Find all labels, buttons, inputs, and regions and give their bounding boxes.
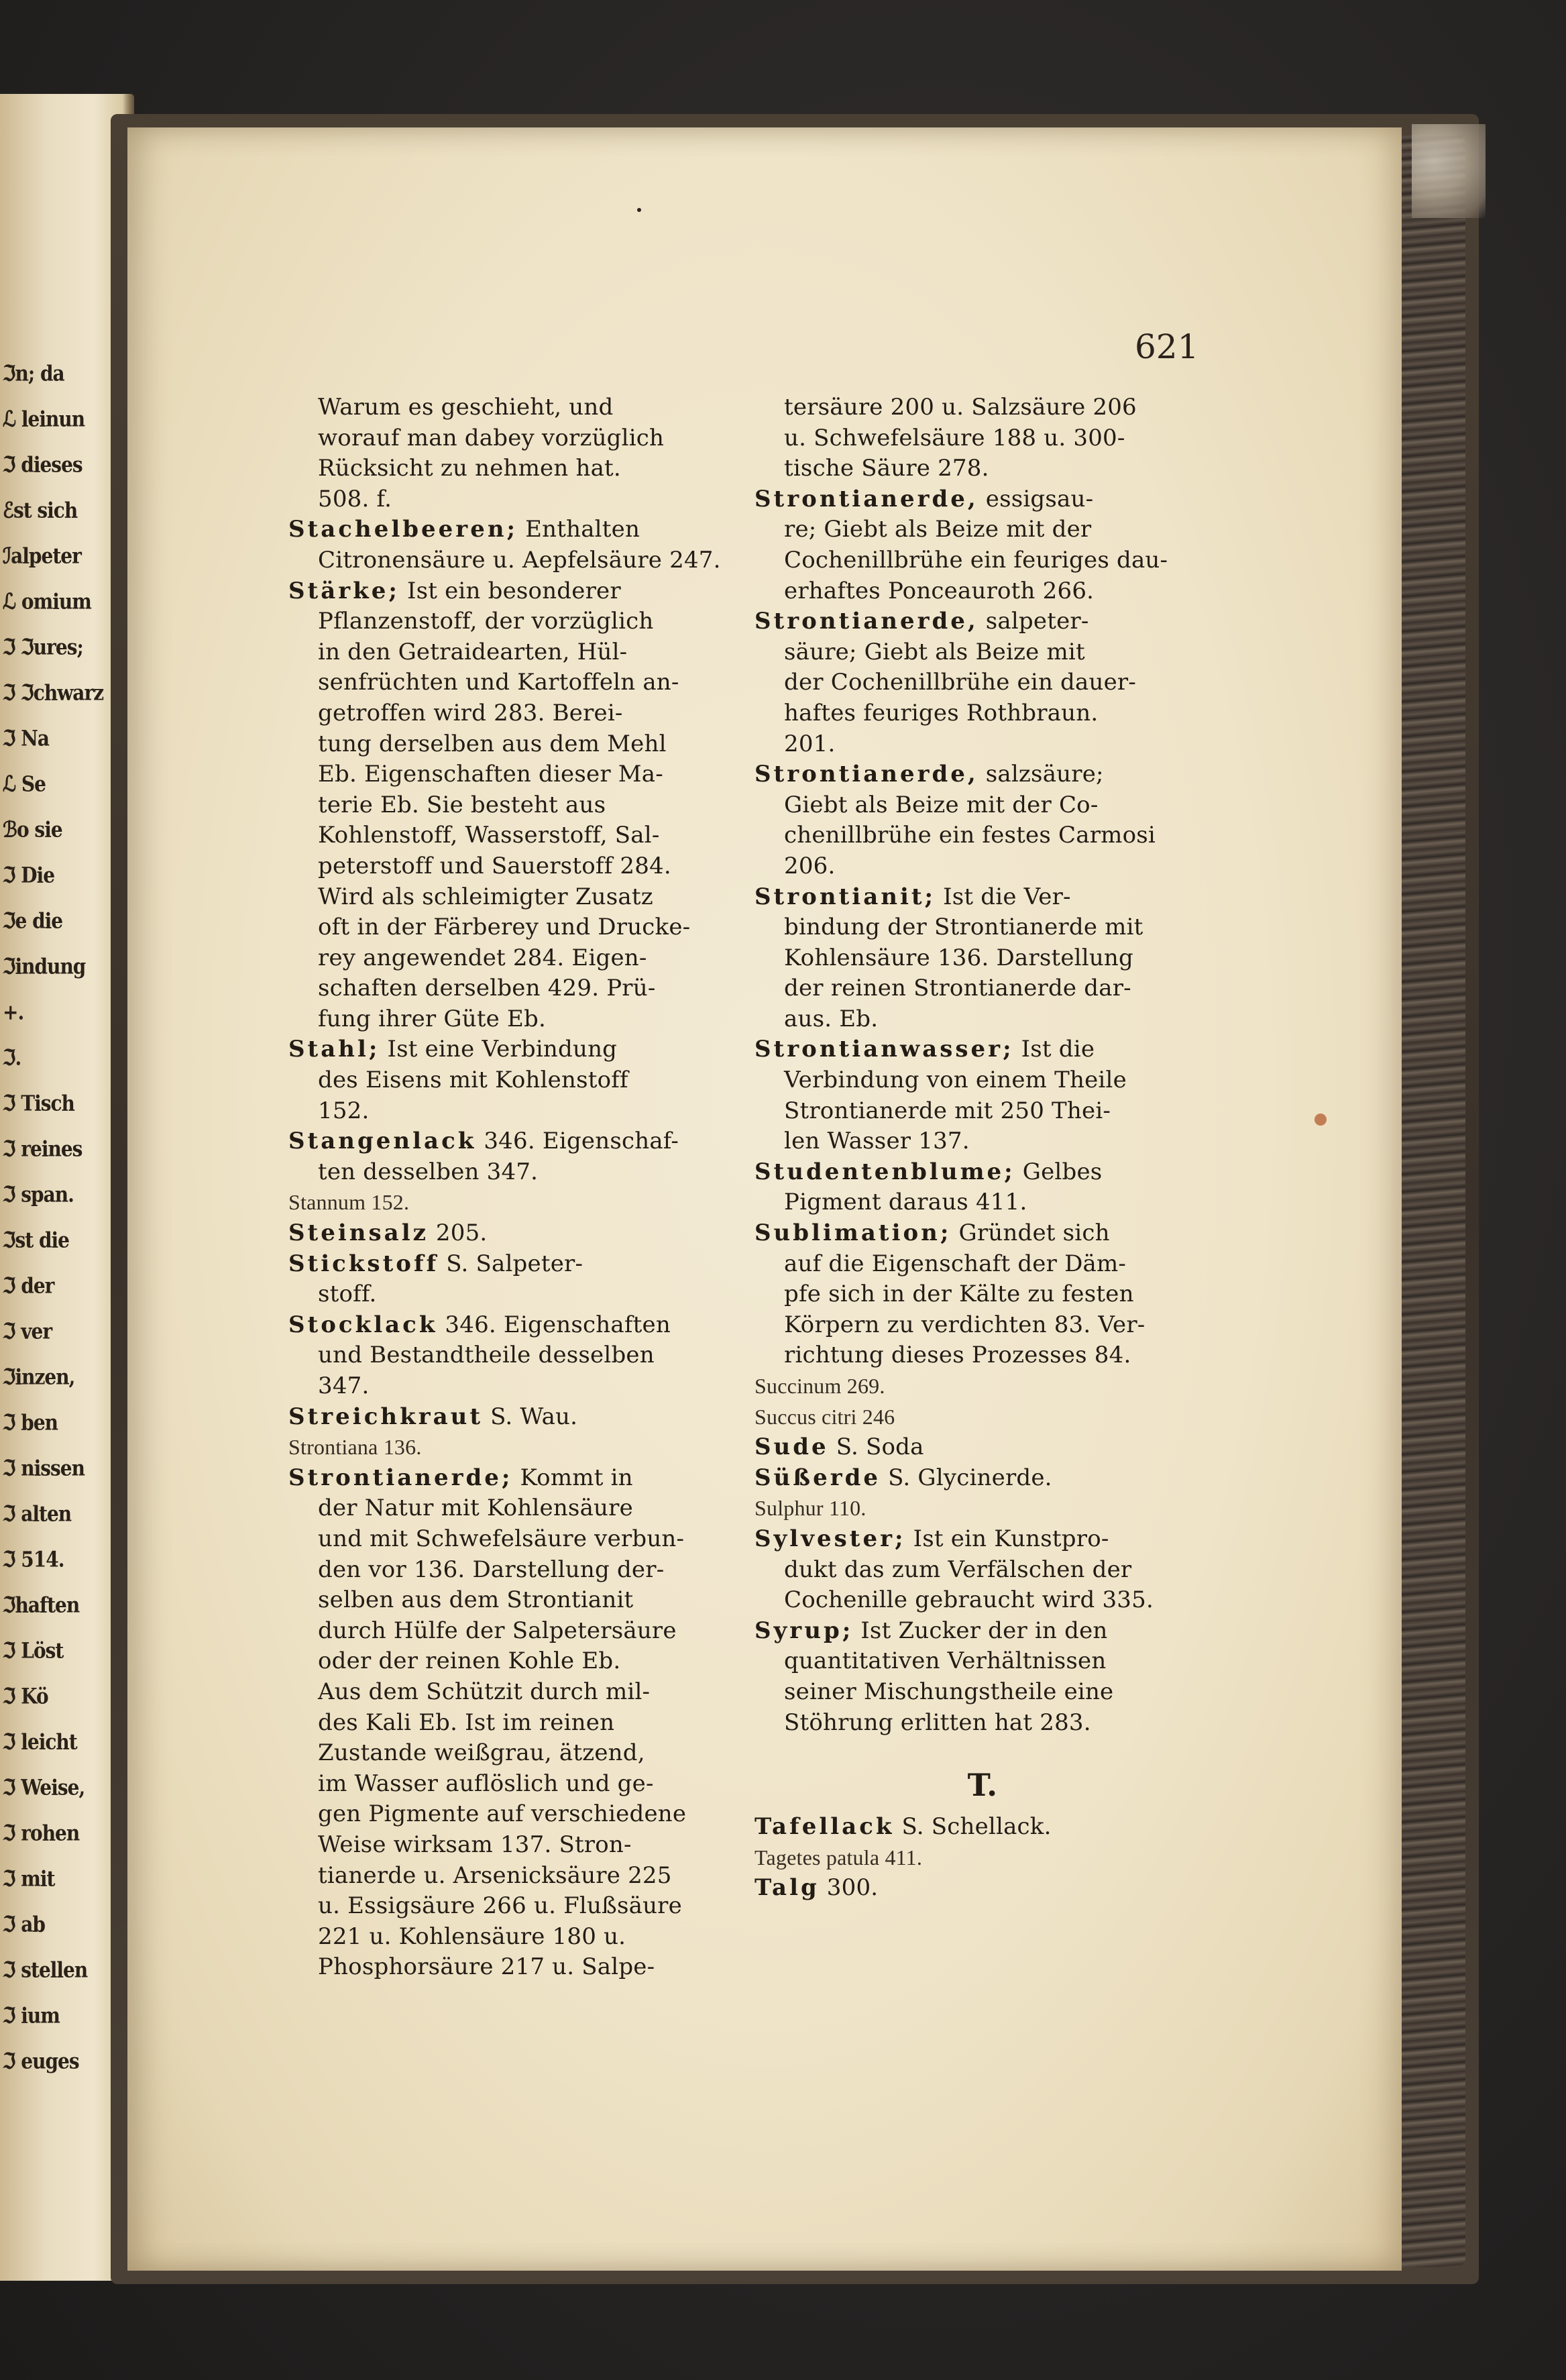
entry-continuation	[288, 1769, 718, 1800]
entry-text: tische Säure 278.	[784, 455, 989, 482]
margin-fragment: ℑ ben	[3, 1409, 58, 1436]
entry-continuation	[288, 606, 718, 637]
index-entry	[754, 759, 1211, 790]
index-entry	[288, 1463, 718, 1494]
margin-fragment: ℑ nissen	[3, 1455, 85, 1481]
entry-continuation	[288, 1585, 718, 1616]
index-entry	[754, 1616, 1211, 1647]
entry-continuation	[288, 1830, 718, 1861]
entry-headword: Strontianit;	[754, 883, 936, 910]
latin-entry	[288, 1187, 718, 1218]
entry-headword: Stangenlack	[288, 1128, 477, 1155]
entry-headword: Sylvester;	[754, 1525, 906, 1552]
entry-text: und Bestandtheile desselben	[318, 1342, 655, 1369]
entry-text: Stannum 152.	[288, 1190, 410, 1215]
entry-headword: Strontianerde,	[754, 761, 978, 788]
entry-continuation	[754, 1187, 1211, 1218]
entry-continuation	[754, 392, 1211, 423]
entry-text: Ist die Ver-	[936, 883, 1071, 910]
entry-continuation	[288, 1493, 718, 1524]
entry-text: ten desselben 347.	[318, 1158, 539, 1185]
margin-fragment: ℑ span.	[3, 1181, 74, 1207]
entry-text: Kommt in	[512, 1464, 633, 1491]
entry-text: Körpern zu verdichten 83. Ver-	[784, 1311, 1145, 1338]
entry-continuation	[288, 1738, 718, 1769]
margin-fragment: ℑ dieses	[3, 451, 82, 478]
index-entry	[288, 1402, 718, 1433]
index-entry	[288, 1034, 718, 1065]
margin-fragment: ℑ.	[3, 1044, 21, 1071]
entry-text: essigsau-	[978, 485, 1094, 512]
entry-text: Ist eine Verbindung	[380, 1036, 618, 1063]
entry-headword: Stocklack	[288, 1311, 438, 1338]
entry-text: S. Schellack.	[894, 1813, 1052, 1841]
entry-text: Zustande weißgrau, ätzend,	[318, 1739, 645, 1767]
index-entry	[754, 1034, 1211, 1065]
entry-text: haftes feuriges Rothbraun.	[784, 699, 1099, 726]
entry-continuation	[754, 1004, 1211, 1035]
entry-text: Ist ein besonderer	[399, 577, 621, 604]
entry-continuation	[754, 1065, 1211, 1096]
entry-text: aus. Eb.	[784, 1005, 879, 1032]
index-entry	[288, 1218, 718, 1249]
entry-continuation	[288, 1279, 718, 1310]
entry-text: Weise wirksam 137. Stron-	[318, 1831, 632, 1858]
entry-continuation	[288, 1371, 718, 1402]
entry-headword: Strontianwasser;	[754, 1036, 1014, 1063]
entry-headword: Tafellack	[754, 1813, 895, 1841]
entry-text: der Cochenillbrühe ein dauer-	[784, 669, 1137, 696]
entry-text: erhaftes Ponceauroth 266.	[784, 577, 1095, 604]
entry-text: Pflanzenstoff, der vorzüglich	[318, 608, 654, 635]
margin-fragment: ℑ ver	[3, 1318, 52, 1344]
index-entry	[754, 1218, 1211, 1249]
stain-spot	[1315, 1114, 1327, 1126]
entry-continuation	[288, 1524, 718, 1555]
entry-continuation	[288, 759, 718, 790]
entry-headword: Sublimation;	[754, 1220, 952, 1247]
margin-fragment: ℑ 514.	[3, 1546, 64, 1572]
index-entry	[288, 515, 718, 545]
entry-continuation	[288, 1677, 718, 1708]
entry-text: richtung dieses Prozesses 84.	[784, 1342, 1131, 1369]
left-column	[288, 392, 721, 1983]
entry-text: tersäure 200 u. Salzsäure 206	[784, 394, 1137, 421]
entry-text: Wird als schleimigter Zusatz	[318, 883, 653, 910]
entry-continuation	[288, 1004, 718, 1035]
entry-continuation	[288, 1922, 718, 1953]
entry-headword: Streichkraut	[288, 1403, 484, 1430]
entry-continuation	[754, 1310, 1211, 1341]
entry-text: Stöhrung erlitten hat 283.	[784, 1709, 1091, 1736]
entry-text: oft in der Färberey und Drucke-	[318, 914, 691, 941]
entry-continuation	[288, 1646, 718, 1677]
entry-text: getroffen wird 283. Berei-	[318, 699, 623, 726]
entry-text: Strontiana 136.	[288, 1435, 422, 1460]
entry-text: 508. f.	[318, 485, 392, 512]
entry-continuation	[288, 912, 718, 943]
margin-fragment: ℑ reines	[3, 1136, 82, 1162]
entry-text: 201.	[784, 730, 836, 757]
entry-text: 346. Eigenschaften	[437, 1311, 671, 1338]
margin-fragment: ℰst sich	[3, 497, 78, 523]
entry-text: stoff.	[318, 1281, 377, 1308]
entry-continuation	[288, 1096, 718, 1127]
margin-fragment: ℑ ℑures;	[3, 634, 83, 660]
entry-continuation	[288, 1861, 718, 1892]
entry-continuation	[754, 820, 1211, 851]
index-entry	[754, 1812, 1211, 1843]
entry-text: senfrüchten und Kartoffeln an-	[318, 669, 679, 696]
latin-entry	[754, 1371, 1211, 1402]
entry-text: 152.	[318, 1097, 370, 1124]
entry-continuation	[754, 1279, 1211, 1310]
entry-text: S. Soda	[828, 1434, 924, 1461]
margin-fragment: ℑ Löst	[3, 1637, 64, 1664]
latin-entry	[754, 1843, 1211, 1874]
entry-text: auf die Eigenschaft der Däm-	[784, 1250, 1127, 1277]
entry-continuation	[754, 1585, 1211, 1616]
entry-text: des Eisens mit Kohlenstoff	[318, 1067, 628, 1094]
entry-continuation	[754, 576, 1211, 607]
entry-text: 300.	[819, 1874, 879, 1902]
margin-fragment: ℑ euges	[3, 2048, 79, 2074]
entry-text: 221 u. Kohlensäure 180 u.	[318, 1923, 626, 1950]
entry-text: selben aus dem Strontianit	[318, 1586, 634, 1614]
entry-continuation	[754, 698, 1211, 729]
entry-continuation	[754, 729, 1211, 760]
margin-fragment: ℑ leicht	[3, 1729, 77, 1755]
entry-text: den vor 136. Darstellung der-	[318, 1556, 665, 1583]
entry-text: quantitativen Verhältnissen	[784, 1647, 1107, 1675]
entry-text: re; Giebt als Beize mit der	[784, 516, 1092, 543]
entry-text: seiner Mischungstheile eine	[784, 1678, 1114, 1705]
margin-fragment: ℑn; da	[3, 360, 64, 386]
entry-text: Succus citri 246	[754, 1404, 895, 1429]
entry-text: Ist ein Kunstpro-	[905, 1525, 1109, 1552]
entry-continuation	[754, 790, 1211, 821]
entry-text: S. Salpeter-	[439, 1250, 583, 1277]
entry-text: chenillbrühe ein festes Carmosi	[784, 822, 1156, 849]
entry-text: Warum es geschieht, und	[318, 394, 614, 421]
page-number: 621	[1135, 327, 1199, 366]
entry-continuation	[288, 453, 718, 484]
entry-text: pfe sich in der Kälte zu festen	[784, 1281, 1134, 1308]
entry-continuation	[288, 667, 718, 698]
margin-fragment: ℑst die	[3, 1227, 69, 1253]
entry-continuation	[288, 1708, 718, 1739]
margin-fragment: ℑ stellen	[3, 1957, 88, 1983]
entry-text: des Kali Eb. Ist im reinen	[318, 1709, 615, 1736]
entry-continuation	[754, 851, 1211, 882]
index-entry	[754, 484, 1211, 515]
entry-text: Ist Zucker der in den	[853, 1617, 1108, 1644]
entry-text: Aus dem Schützit durch mil-	[318, 1678, 651, 1705]
entry-continuation	[754, 667, 1211, 698]
entry-text: Gelbes	[1015, 1158, 1103, 1185]
entry-text: und mit Schwefelsäure verbun-	[318, 1525, 685, 1552]
entry-headword: Süßerde	[754, 1464, 881, 1491]
section-letter	[754, 1758, 1211, 1812]
margin-fragment: ℒ leinun	[3, 406, 85, 432]
entry-text: S. Glycinerde.	[881, 1464, 1052, 1491]
entry-continuation	[288, 1799, 718, 1830]
entry-continuation	[754, 973, 1211, 1004]
margin-fragment: ℑinzen,	[3, 1364, 75, 1390]
margin-fragment: ℑindung	[3, 953, 86, 979]
entry-continuation	[754, 545, 1211, 576]
entry-continuation	[288, 545, 721, 576]
entry-continuation	[288, 698, 718, 729]
margin-fragment: ℑ Na	[3, 725, 50, 751]
margin-fragment: ℑ Die	[3, 862, 55, 888]
margin-fragment: ℬo sie	[3, 816, 62, 843]
entry-text: Ist die	[1013, 1036, 1095, 1063]
index-entry	[288, 1126, 718, 1157]
entry-continuation	[288, 882, 718, 913]
entry-continuation	[754, 1096, 1211, 1127]
entry-continuation	[288, 943, 718, 974]
entry-text: der reinen Strontianerde dar-	[784, 975, 1131, 1002]
index-entry	[288, 576, 718, 607]
entry-continuation	[754, 1646, 1211, 1677]
entry-continuation	[288, 637, 718, 668]
entry-text: 206.	[784, 852, 836, 879]
entry-continuation	[754, 1555, 1211, 1586]
margin-fragment: ℑhaften	[3, 1592, 80, 1618]
index-entry	[288, 1249, 718, 1280]
entry-text: tung derselben aus dem Mehl	[318, 730, 667, 757]
entry-text: tianerde u. Arsenicksäure 225	[318, 1861, 672, 1889]
entry-text: Kohlenstoff, Wasserstoff, Sal-	[318, 822, 660, 849]
margin-fragment: ℑ ℑchwarz	[3, 680, 104, 706]
entry-text: dukt das zum Verfälschen der	[784, 1556, 1132, 1583]
entry-text: 347.	[318, 1372, 370, 1399]
entry-text: Pigment daraus 411.	[784, 1189, 1027, 1216]
entry-continuation	[754, 943, 1211, 974]
entry-headword: Sude	[754, 1434, 829, 1461]
entry-continuation	[754, 912, 1211, 943]
entry-continuation	[754, 453, 1211, 484]
entry-continuation	[754, 1677, 1211, 1708]
entry-continuation	[288, 729, 718, 760]
margin-fragment: ℑ alten	[3, 1501, 72, 1527]
entry-text: u. Essigsäure 266 u. Flußsäure	[318, 1892, 682, 1920]
entry-headword: Strontianerde;	[288, 1464, 513, 1491]
margin-fragment: ℑ der	[3, 1273, 54, 1299]
entry-headword: Strontianerde,	[754, 608, 978, 635]
margin-fragment: ℒ omium	[3, 588, 91, 614]
entry-text: Enthalten	[518, 516, 640, 543]
margin-fragment: ℑ Kö	[3, 1683, 48, 1709]
entry-headword: Strontianerde,	[754, 485, 978, 512]
entry-text: säure; Giebt als Beize mit	[784, 638, 1085, 665]
entry-headword: Syrup;	[754, 1617, 854, 1644]
index-entry	[754, 1524, 1211, 1555]
entry-continuation	[288, 392, 718, 423]
entry-text: len Wasser 137.	[784, 1128, 970, 1155]
margin-fragment: ℒ Se	[3, 771, 46, 797]
entry-headword: Steinsalz	[288, 1220, 429, 1247]
entry-continuation	[288, 1952, 718, 1983]
index-entry	[754, 606, 1211, 637]
entry-text: Cochenillbrühe ein feuriges dau-	[784, 546, 1168, 574]
entry-text: salzsäure;	[978, 761, 1104, 788]
entry-text: Giebt als Beize mit der Co-	[784, 791, 1099, 818]
entry-headword: Stärke;	[288, 577, 400, 604]
latin-entry	[754, 1493, 1211, 1524]
entry-text: Kohlensäure 136. Darstellung	[784, 944, 1133, 971]
entry-text: Verbindung von einem Theile	[784, 1067, 1127, 1094]
entry-text: durch Hülfe der Salpetersäure	[318, 1617, 677, 1644]
entry-headword: Stahl;	[288, 1036, 380, 1063]
cover-edge	[1395, 134, 1465, 2267]
right-column	[754, 392, 1211, 1904]
entry-text: im Wasser auflöslich und ge-	[318, 1770, 654, 1797]
entry-text: Cochenille gebraucht wird 335.	[784, 1586, 1154, 1614]
margin-fragment: ℑ Weise,	[3, 1774, 85, 1800]
entry-text: fung ihrer Güte Eb.	[318, 1005, 546, 1032]
entry-text: peterstoff und Sauerstoff 284.	[318, 852, 671, 879]
entry-text: Eb. Eigenschaften dieser Ma-	[318, 761, 663, 788]
entry-text: schaften derselben 429. Prü-	[318, 975, 656, 1002]
entry-text: Succinum 269.	[754, 1374, 885, 1398]
entry-headword: Stickstoff	[288, 1250, 439, 1277]
entry-headword: Talg	[754, 1874, 820, 1902]
entry-continuation	[288, 820, 718, 851]
entry-text: Tagetes patula 411.	[754, 1845, 923, 1870]
entry-text: Sulphur 110.	[754, 1496, 866, 1521]
entry-continuation	[754, 1249, 1211, 1280]
entry-text: Strontianerde mit 250 Thei-	[784, 1097, 1111, 1124]
entry-text: Gründet sich	[951, 1220, 1110, 1247]
entry-text: Rücksicht zu nehmen hat.	[318, 455, 621, 482]
index-entry	[754, 1432, 1211, 1463]
entry-text: S. Wau.	[483, 1403, 578, 1430]
entry-continuation	[754, 637, 1211, 668]
index-entry	[754, 1157, 1211, 1188]
ink-dot	[637, 208, 641, 212]
margin-fragment: ℑe die	[3, 908, 63, 934]
entry-text: 205.	[428, 1220, 488, 1247]
entry-continuation	[288, 1065, 718, 1096]
entry-continuation	[288, 484, 718, 515]
index-entry	[754, 882, 1211, 913]
margin-fragment: ℑ rohen	[3, 1820, 80, 1846]
entry-continuation	[288, 1616, 718, 1647]
margin-fragment: ℐalpeter	[3, 543, 81, 569]
entry-continuation	[288, 1891, 718, 1922]
entry-headword: Studentenblume;	[754, 1158, 1015, 1185]
entry-continuation	[288, 423, 718, 454]
index-entry	[754, 1873, 1211, 1904]
entry-continuation	[288, 1340, 718, 1371]
entry-text: in den Getraidearten, Hül-	[318, 638, 628, 665]
entry-continuation	[288, 1555, 718, 1586]
entry-text: worauf man dabey vorzüglich	[318, 424, 665, 451]
entry-text: u. Schwefelsäure 188 u. 300-	[784, 424, 1125, 451]
entry-continuation	[754, 1708, 1211, 1739]
entry-continuation	[288, 851, 718, 882]
entry-text: T.	[967, 1767, 998, 1804]
entry-continuation	[754, 423, 1211, 454]
entry-continuation	[754, 1340, 1211, 1371]
entry-text: bindung der Strontianerde mit	[784, 914, 1143, 941]
entry-text: oder der reinen Kohle Eb.	[318, 1647, 621, 1675]
latin-entry	[288, 1432, 718, 1463]
entry-text: der Natur mit Kohlensäure	[318, 1495, 633, 1522]
margin-fragment: ℑ ab	[3, 1911, 45, 1937]
torn-corner	[1412, 124, 1486, 218]
entry-headword: Stachelbeeren;	[288, 516, 518, 543]
index-entry	[288, 1310, 718, 1341]
margin-fragment: ℑ Tisch	[3, 1090, 74, 1116]
entry-text: terie Eb. Sie besteht aus	[318, 791, 606, 818]
entry-text: Citronensäure u. Aepfelsäure 247.	[318, 546, 721, 574]
entry-text: 346. Eigenschaf-	[476, 1128, 679, 1155]
margin-fragment: ℑ ium	[3, 2002, 60, 2029]
entry-text: salpeter-	[978, 608, 1089, 635]
margin-fragment: +.	[3, 999, 24, 1025]
entry-text: Phosphorsäure 217 u. Salpe-	[318, 1953, 655, 1981]
latin-entry	[754, 1402, 1211, 1433]
entry-continuation	[288, 973, 718, 1004]
index-entry	[754, 1463, 1211, 1494]
entry-continuation	[754, 515, 1211, 545]
entry-continuation	[754, 1126, 1211, 1157]
entry-text: rey angewendet 284. Eigen-	[318, 944, 647, 971]
entry-continuation	[288, 790, 718, 821]
entry-continuation	[288, 1157, 718, 1188]
entry-text: gen Pigmente auf verschiedene	[318, 1800, 687, 1828]
margin-fragment: ℑ mit	[3, 1865, 55, 1892]
